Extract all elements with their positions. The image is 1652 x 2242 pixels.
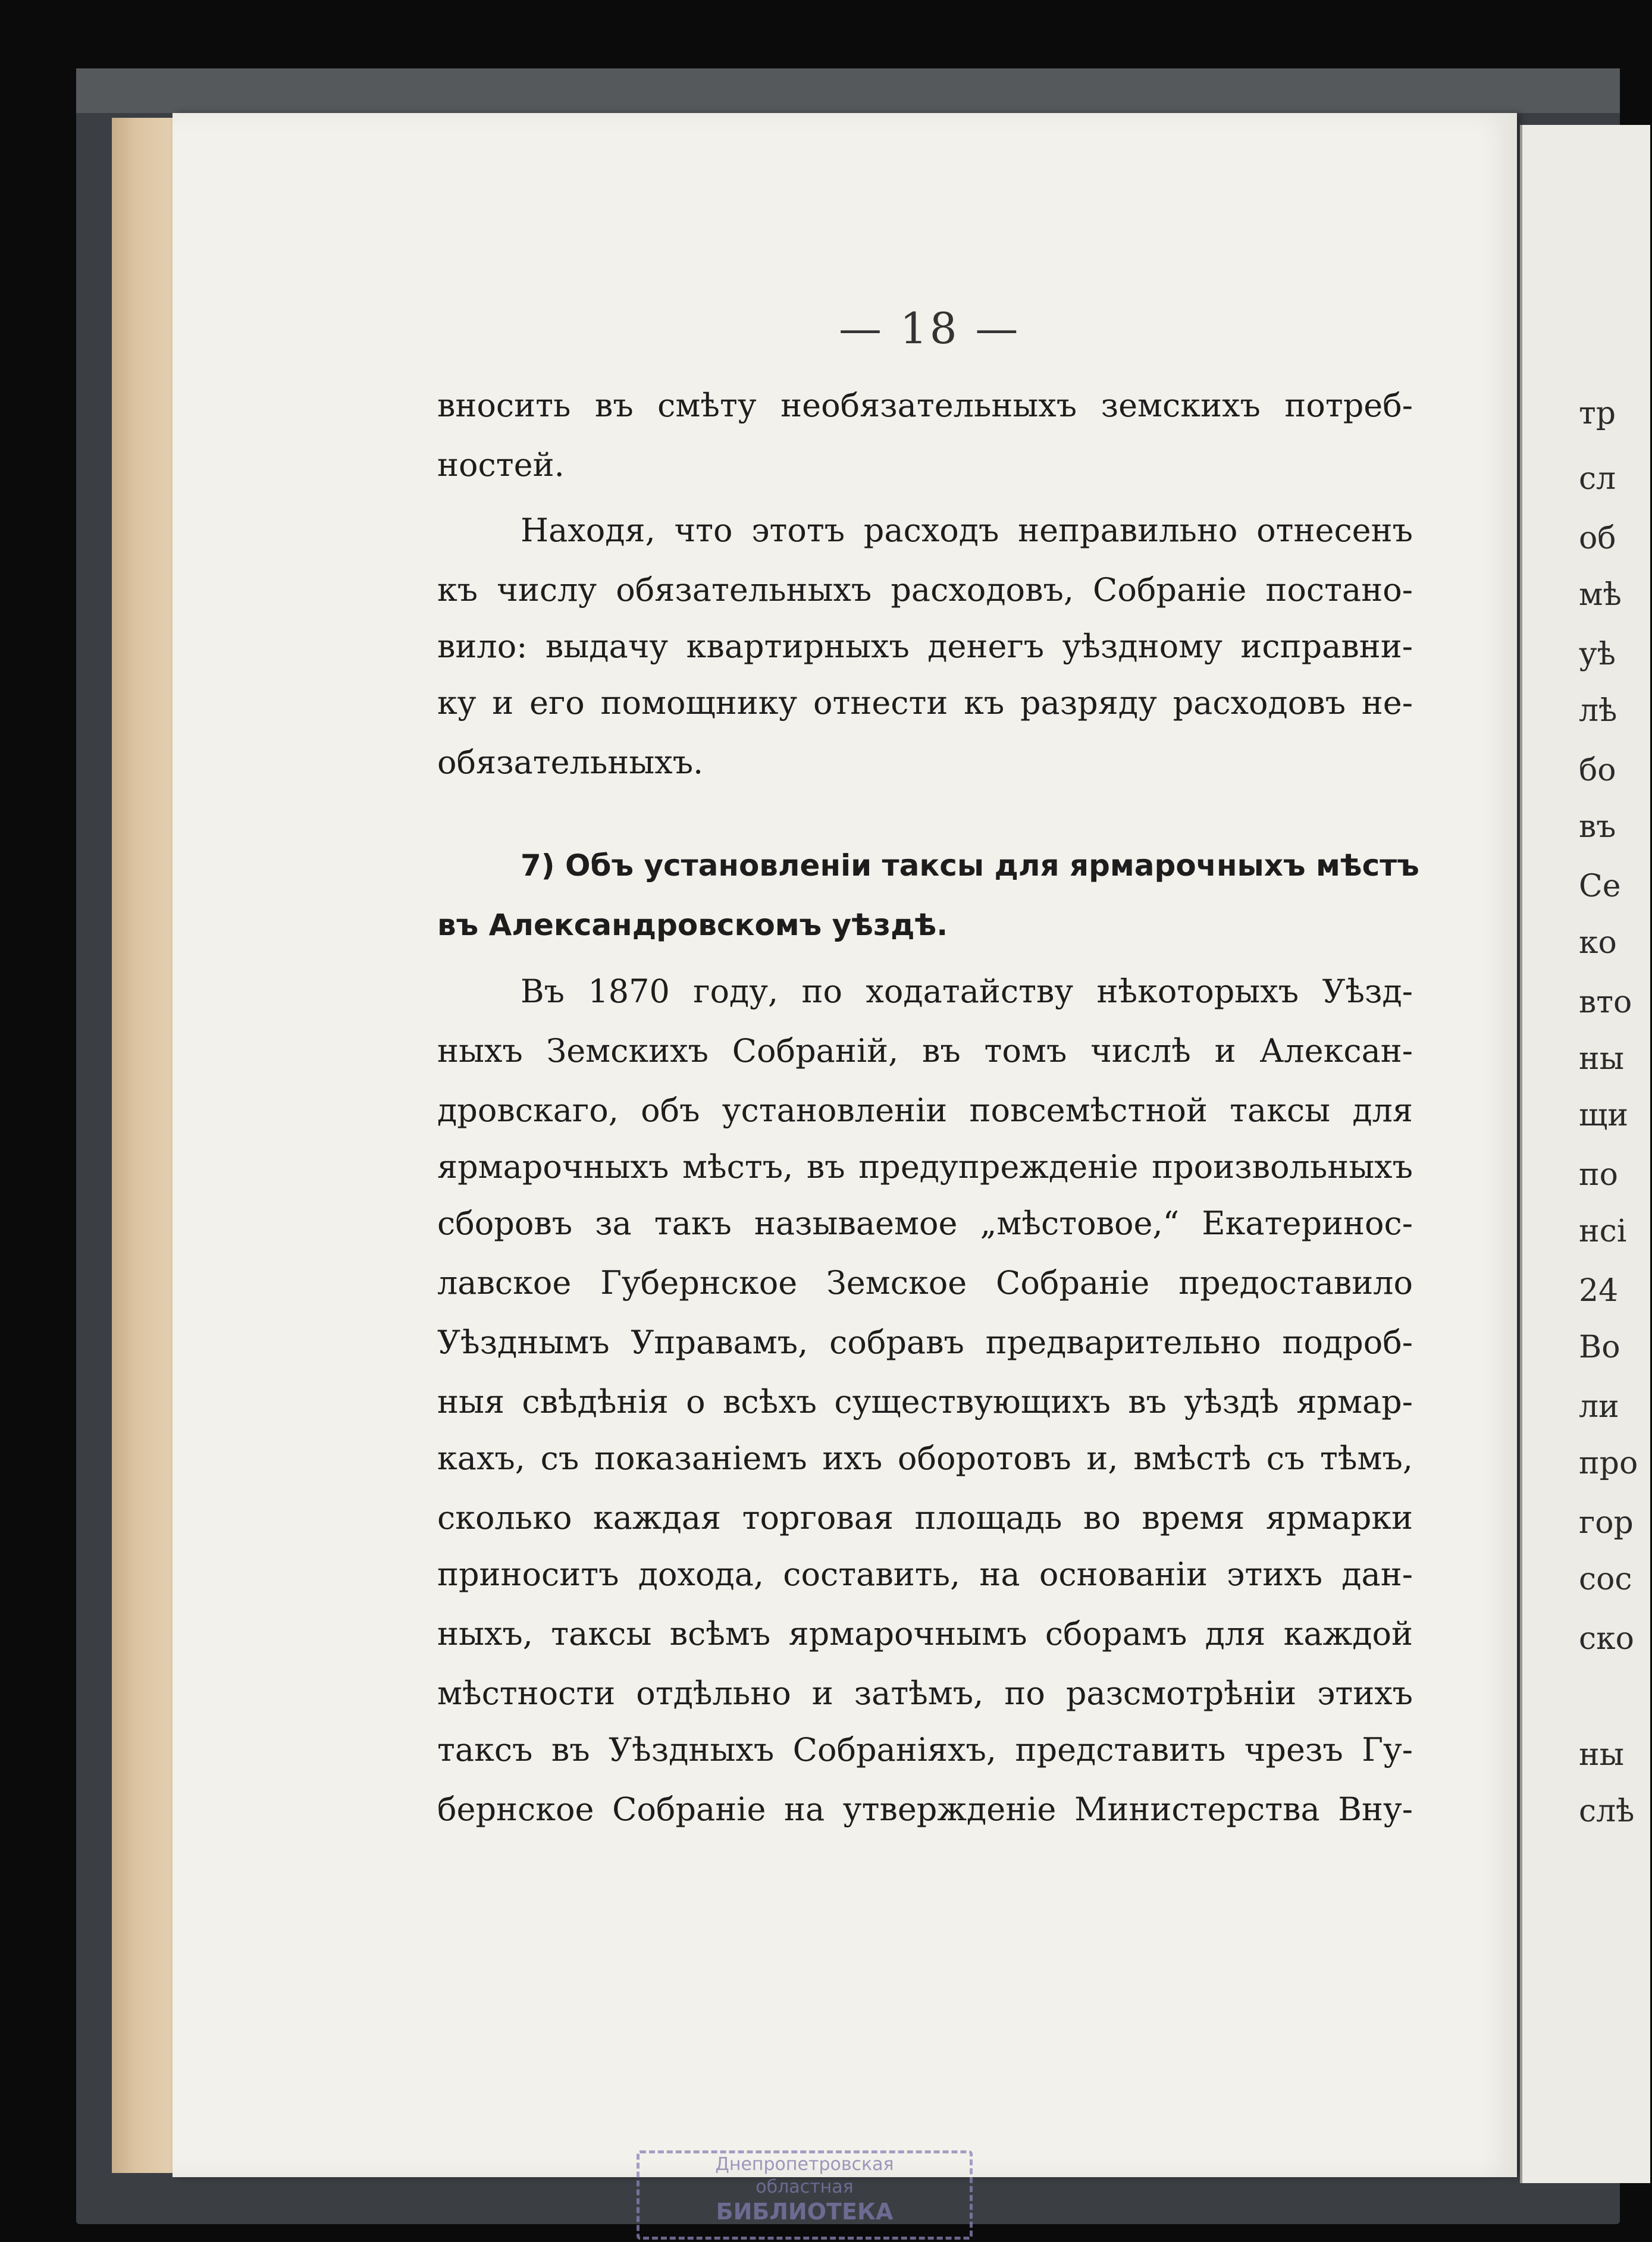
text-line: дровскаго, объ установленіи повсемѣстной таксы для — [437, 1092, 1413, 1129]
next-page-fragment: нсі — [1579, 1213, 1627, 1249]
text-line: ку и его помощнику отнести къ разряду расходовъ не- — [437, 684, 1413, 722]
text-line: бернское Собраніе на утвержденіе Министерства Вну- — [437, 1791, 1413, 1828]
page-number: — 18 — — [839, 303, 1021, 353]
library-stamp — [637, 2150, 973, 2240]
text-line: Уѣзднымъ Управамъ, собравъ предварительно подроб- — [437, 1324, 1413, 1361]
text-line: сборовъ за такъ называемое „мѣстовое,“ Екатеринос- — [437, 1205, 1413, 1242]
text-line: ярмарочныхъ мѣстъ, въ предупрежденіе произвольныхъ — [437, 1148, 1413, 1186]
next-page-fragment: слѣ — [1579, 1793, 1635, 1829]
next-page-fragment: ны — [1579, 1041, 1625, 1077]
next-page-fragment: уѣ — [1579, 636, 1616, 672]
next-page-fragment: ны — [1579, 1737, 1625, 1773]
text-line: таксъ въ Уѣздныхъ Собраніяхъ, представить чрезъ Гу- — [437, 1731, 1413, 1768]
text-line: ныхъ, таксы всѣмъ ярмарочнымъ сборамъ для каждой — [437, 1615, 1413, 1653]
next-page-fragment: сл — [1579, 461, 1616, 497]
next-page-fragment: ли — [1579, 1389, 1619, 1425]
next-page-fragment: про — [1579, 1445, 1638, 1481]
stamp-line: Днепропетровская — [715, 2154, 894, 2175]
next-page-fragment: по — [1579, 1157, 1618, 1193]
text-line: Въ 1870 году, по ходатайству нѣкоторыхъ Уѣзд- — [521, 973, 1413, 1010]
text-line: приноситъ дохода, составить, на основаніи этихъ дан- — [437, 1556, 1413, 1593]
next-page-fragment: Во — [1579, 1329, 1620, 1365]
text-line: ныхъ Земскихъ Собраній, въ томъ числѣ и Алексан- — [437, 1032, 1413, 1070]
next-page-fragment: ко — [1579, 925, 1617, 961]
next-page-fragment: мѣ — [1579, 577, 1622, 613]
next-page-fragment: об — [1579, 520, 1616, 556]
text-line: обязательныхъ. — [437, 744, 704, 781]
text-line: ностей. — [437, 446, 565, 484]
next-page-fragment: сос — [1579, 1561, 1632, 1597]
section-heading: 7) Объ установленіи таксы для ярмарочныхъ мѣстъ — [521, 848, 1419, 883]
stamp-line: областная — [756, 2176, 854, 2197]
text-line: мѣстности отдѣльно и затѣмъ, по разсмотрѣніи этихъ — [437, 1675, 1413, 1712]
next-page-fragment: бо — [1579, 752, 1616, 788]
text-line: вносить въ смѣту необязательныхъ земскихъ потреб- — [437, 387, 1413, 424]
text-line: вило: выдачу квартирныхъ денегъ уѣздному исправни- — [437, 628, 1413, 665]
text-line: Находя, что этотъ расходъ неправильно отнесенъ — [521, 512, 1413, 549]
text-line: ныя свѣдѣнія о всѣхъ существующихъ въ уѣздѣ ярмар- — [437, 1383, 1413, 1421]
next-page-fragment: Се — [1579, 868, 1621, 904]
stamp-line: БИБЛИОТЕКА — [716, 2199, 894, 2225]
next-page-fragment: въ — [1579, 809, 1616, 845]
next-page-fragment: гор — [1579, 1505, 1634, 1541]
text-line: кахъ, съ показаніемъ ихъ оборотовъ и, вмѣстѣ съ тѣмъ, — [437, 1440, 1413, 1477]
text-line: сколько каждая торговая площадь во время ярмарки — [437, 1499, 1413, 1537]
section-heading: въ Александровскомъ уѣздѣ. — [437, 908, 948, 942]
next-page-fragment: ско — [1579, 1621, 1634, 1657]
next-page-edge — [1520, 125, 1650, 2183]
text-line: къ числу обязательныхъ расходовъ, Собраніе постано- — [437, 571, 1413, 609]
text-line: лавское Губернское Земское Собраніе предоставило — [437, 1264, 1413, 1302]
next-page-fragment: лѣ — [1579, 693, 1617, 729]
next-page-fragment: тр — [1579, 396, 1616, 431]
next-page-fragment: вто — [1579, 984, 1632, 1020]
next-page-fragment: 24 — [1579, 1273, 1619, 1309]
next-page-fragment: щи — [1579, 1098, 1629, 1133]
